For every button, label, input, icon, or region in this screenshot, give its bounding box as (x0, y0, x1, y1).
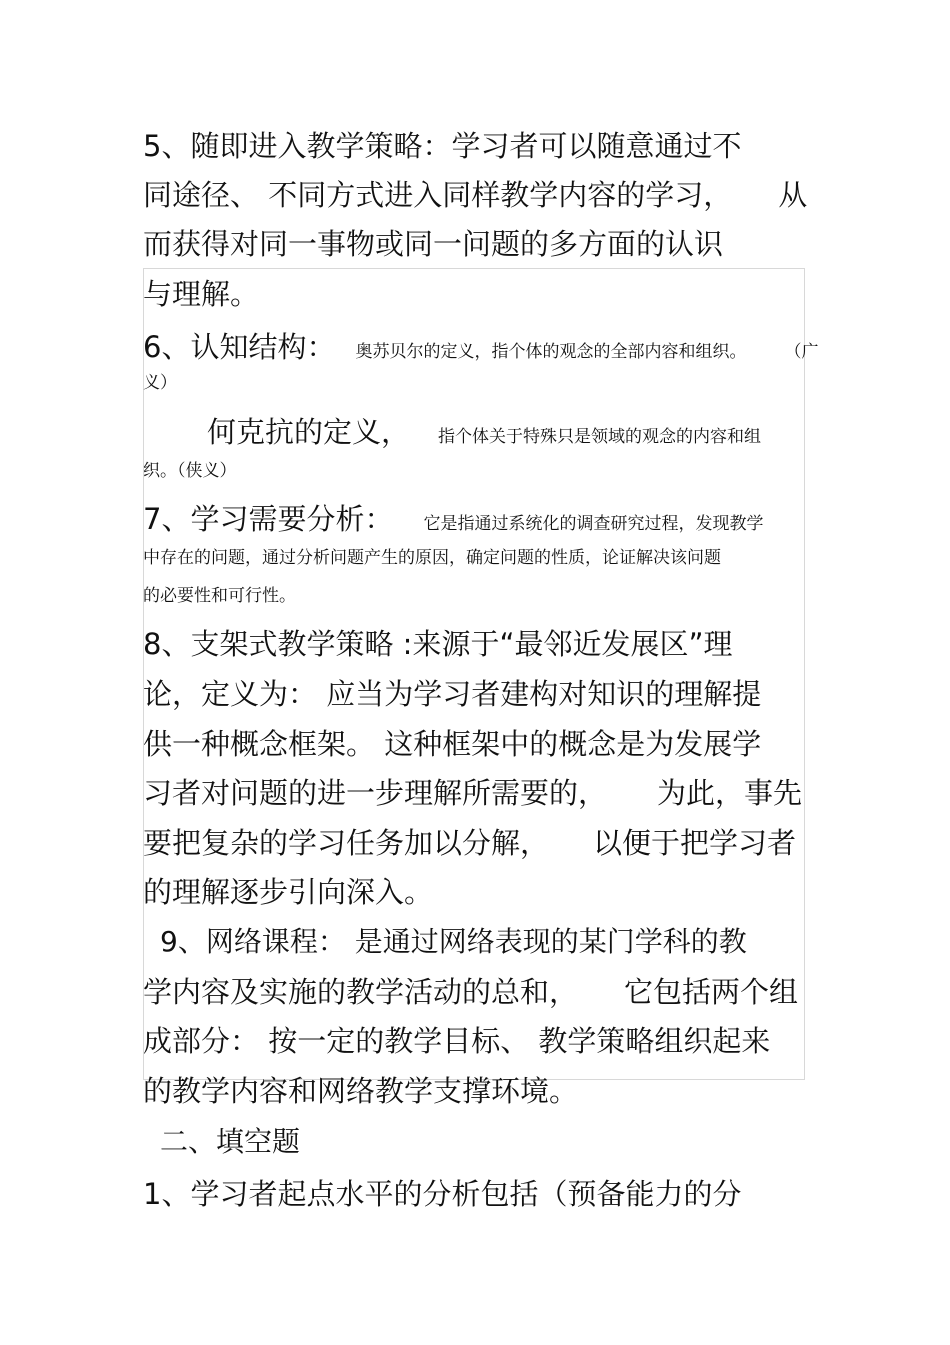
item5-line2a: 同途径、 不同方式进入同样教学内容的学习， (143, 178, 733, 212)
item8-line4b: 为此，事先 (657, 776, 803, 810)
item8-line1: 8、支架式教学策略 :来源于“最邻近发展区”理 (143, 627, 733, 661)
item5-line2b: 从 (778, 178, 808, 212)
item5-line1: 5、随即进入教学策略：学习者可以随意通过不 (143, 129, 742, 163)
item8-line4 (143, 776, 803, 810)
item7-line2: 中存在的问题，通过分析问题产生的原因，确定问题的性质，论证解决该问题 (143, 548, 721, 568)
item8-line3: 供一种概念框架。 这种框架中的概念是为发展学 (143, 727, 762, 761)
item7-head: 7、学习需要分析： (143, 502, 394, 536)
section2-title: 二、填空题 (160, 1125, 301, 1158)
item8-line2: 论，定义为： 应当为学习者建构对知识的理解提 (143, 677, 762, 711)
item8-line5 (143, 826, 797, 860)
item6-def2-head: 何克抗的定义， (207, 415, 411, 449)
item6-line3 (207, 415, 762, 449)
item6-def1-tail: （广 (784, 342, 819, 362)
item6-line1 (143, 330, 819, 364)
item5-line4: 与理解。 (143, 277, 260, 311)
item5-line2 (143, 178, 808, 212)
content-frame (143, 268, 805, 1080)
item6-def2: 指个体关于特殊只是领域的观念的内容和组 (438, 427, 762, 447)
item8-line6: 的理解逐步引向深入。 (143, 875, 434, 909)
item6-def1-cont: 义） (143, 373, 177, 393)
item9-line1: 9、网络课程： 是通过网络表现的某门学科的教 (160, 925, 747, 958)
item5-line3: 而获得对同一事物或同一问题的多方面的认识 (143, 227, 724, 261)
item8-line5a: 要把复杂的学习任务加以分解， (143, 826, 550, 860)
item7-def: 它是指通过系统化的调查研究过程，发现教学 (423, 514, 764, 534)
item9-line4: 的教学内容和网络教学支撑环境。 (143, 1074, 579, 1108)
item6-head: 6、认知结构： (143, 330, 336, 364)
item9-line2a: 学内容及实施的教学活动的总和， (143, 975, 579, 1009)
item7-line1 (143, 502, 764, 536)
item6-def2-cont: 织。（侠义） (143, 461, 237, 481)
item8-line4a: 习者对问题的进一步理解所需要的， (143, 776, 608, 810)
item6-def1: 奥苏贝尔的定义，指个体的观念的全部内容和组织。 (355, 342, 747, 362)
item8-line5b: 以便于把学习者 (593, 826, 797, 860)
item7-line3: 的必要性和可行性。 (143, 586, 296, 606)
item9-line3: 成部分： 按一定的教学目标、 教学策略组织起来 (143, 1024, 771, 1058)
item9-line2b: 它包括两个组 (624, 975, 799, 1009)
section2-q1: 1、学习者起点水平的分析包括（预备能力的分 (143, 1177, 742, 1211)
item9-line2 (143, 975, 799, 1009)
